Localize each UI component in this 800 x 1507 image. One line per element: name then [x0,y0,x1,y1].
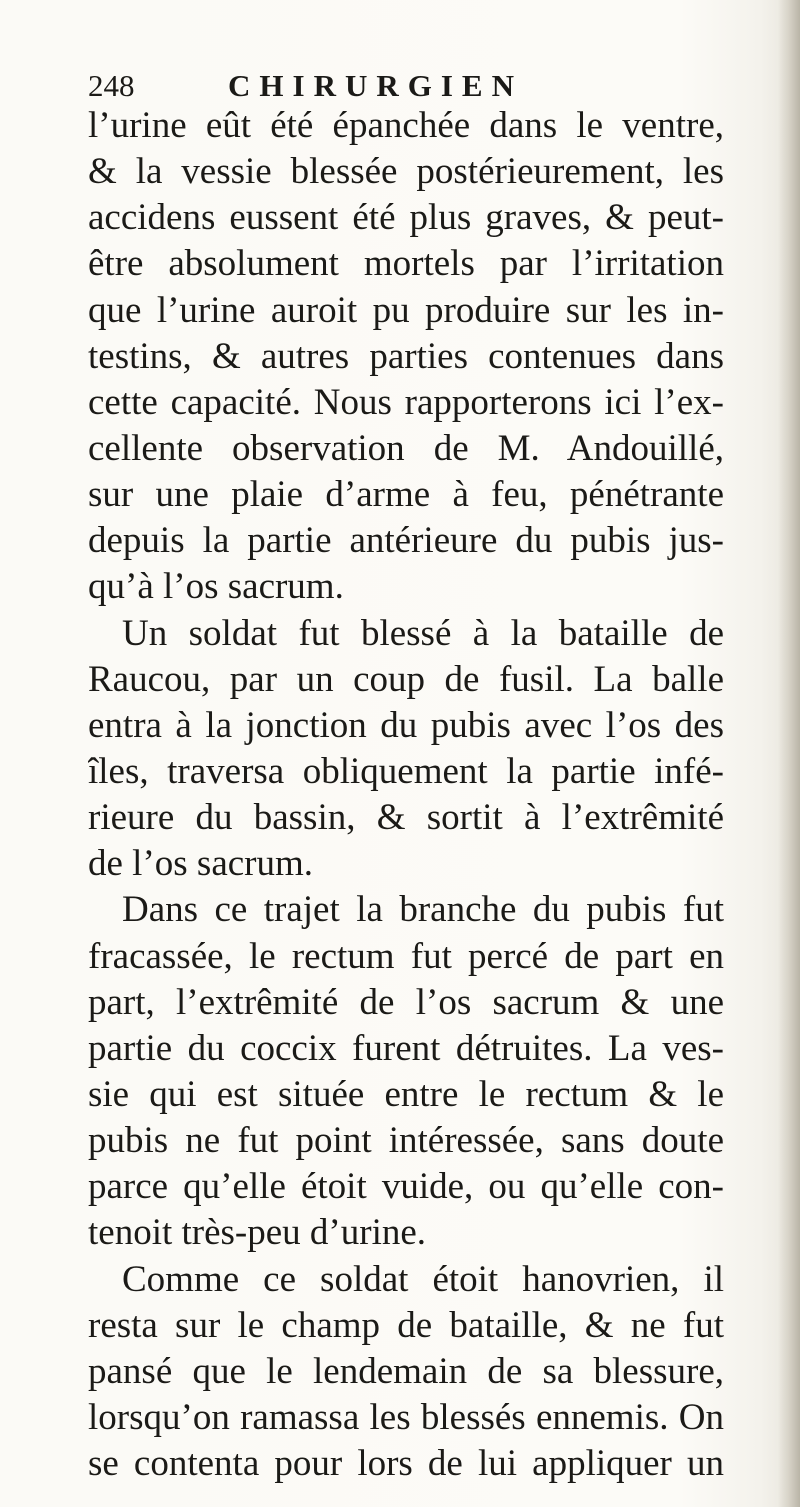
paragraph-start-line: Comme ce soldat étoit hanovrien, il [122,1258,724,1300]
paragraph-end-line: tenoit très-peu d’urine. [88,1212,427,1254]
paragraph-end-line: qu’à l’os sacrum. [88,566,344,608]
paragraph-start-line: Un soldat fut blessé à la bataille de [122,612,724,654]
text-line: être absolument mortels par l’irritation [88,243,724,285]
text-line: pubis ne fut point intéressée, sans doute [88,1120,724,1162]
page-number: 248 [88,68,135,103]
running-title: CHIRURGIEN [228,68,523,103]
text-line: cette capacité. Nous rapporterons ici l’ex- [88,381,724,423]
text-line: îles, traversa obliquement la partie infé- [88,750,724,792]
text-line: testins, & autres parties contenues dans [88,335,724,377]
text-line: sur une plaie d’arme à feu, pénétrante [88,474,724,516]
text-line: partie du coccix furent détruites. La ves- [88,1027,724,1069]
text-line: l’urine eût été épanchée dans le ventre, [88,105,724,146]
text-line: & la vessie blessée postérieurement, les [88,151,724,193]
text-line: parce qu’elle étoit vuide, ou qu’elle con- [88,1166,724,1208]
text-line: part, l’extrêmité de l’os sacrum & une [88,981,724,1023]
page-header [88,66,708,106]
text-line: entra à la jonction du pubis avec l’os des [88,704,724,746]
text-line: depuis la partie antérieure du pubis jus- [88,520,724,562]
paragraph-end-line: de l’os sacrum. [88,843,314,885]
text-line: accidens eussent été plus graves, & peut- [88,197,724,239]
text-line: rieure du bassin, & sortit à l’extrêmité [88,797,724,839]
page-binding-shadow [778,0,800,1507]
text-line: lorsqu’on ramassa les blessés ennemis. On [88,1396,724,1438]
text-line: cellente observation de M. Andouillé, [88,427,724,469]
text-line: sie qui est située entre le rectum & le [88,1073,724,1115]
text-line: fracassée, le rectum fut percé de part en [88,935,724,977]
text-line: que l’urine auroit pu produire sur les in- [88,289,724,331]
paragraph-start-line: Dans ce trajet la branche du pubis fut [122,889,724,931]
text-line: se contenta pour lors de lui appliquer un [88,1443,724,1485]
text-line: pansé que le lendemain de sa blessure, [88,1350,724,1392]
text-line: resta sur le champ de bataille, & ne fut [88,1304,724,1346]
body-text [88,103,724,1487]
text-line: Raucou, par un coup de fusil. La balle [88,658,724,700]
